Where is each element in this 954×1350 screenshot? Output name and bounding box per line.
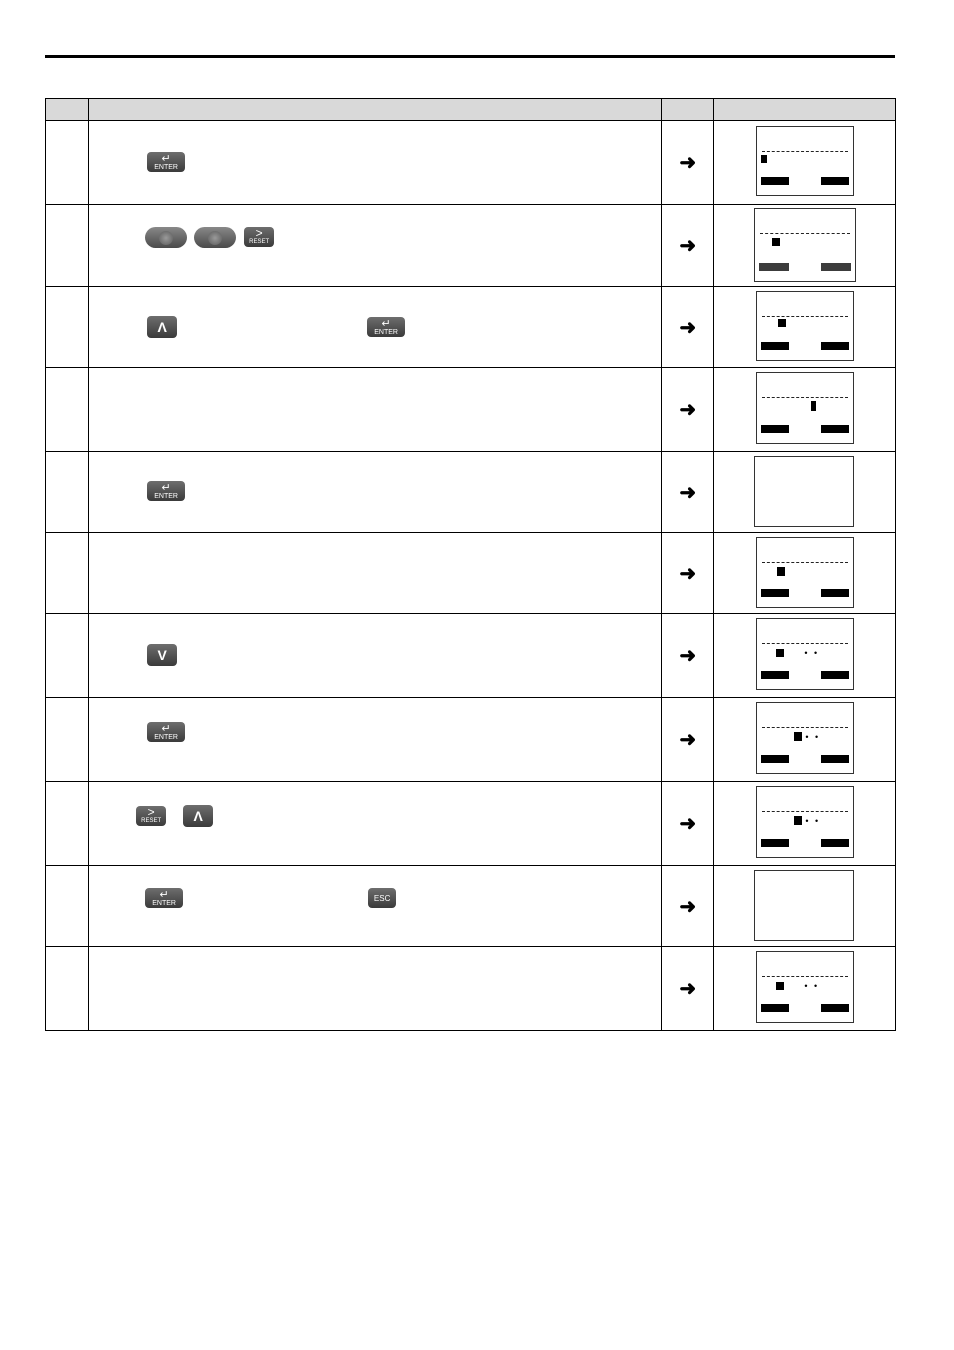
display-cell — [714, 866, 896, 947]
header-display — [714, 99, 896, 121]
lcd-display-blank — [754, 456, 854, 527]
table-row — [46, 947, 896, 1031]
procedure-cell — [89, 782, 662, 866]
reset-key-label: RESET — [249, 239, 270, 245]
enter-key-label: ENTER — [154, 733, 178, 741]
lcd-softkey-right — [821, 342, 849, 350]
right-arrow-icon: ➜ — [679, 895, 697, 918]
lcd-cursor — [811, 401, 816, 411]
lcd-softkey-right — [821, 671, 849, 679]
lcd-softkey-left — [761, 425, 789, 433]
lcd-softkey-left — [759, 263, 789, 271]
lcd-display — [754, 208, 856, 282]
procedure-cell — [89, 698, 662, 782]
header-step — [46, 99, 89, 121]
lcd-softkey-right — [821, 839, 849, 847]
lcd-softkey-left — [761, 839, 789, 847]
lcd-dots: • • — [805, 816, 821, 826]
right-arrow-icon: ➜ — [679, 645, 697, 667]
lcd-softkey-left — [761, 342, 789, 350]
display-cell — [714, 947, 896, 1031]
arrow-cell — [662, 452, 714, 533]
header-rule — [45, 55, 895, 58]
step-number-cell — [46, 698, 89, 782]
right-arrow-icon: ➜ — [679, 729, 697, 751]
lcd-softkey-left — [761, 589, 789, 597]
lcd-dashed-line — [762, 151, 848, 152]
lcd-display — [756, 702, 854, 774]
right-arrow-icon: ➜ — [679, 316, 697, 339]
lcd-cursor — [761, 155, 767, 163]
lcd-display-blank — [754, 870, 854, 941]
lcd-display — [756, 618, 854, 690]
arrow-cell — [662, 121, 714, 205]
procedure-cell — [89, 533, 662, 614]
display-cell — [714, 205, 896, 287]
lcd-display — [756, 537, 854, 608]
lcd-softkey-left — [761, 755, 789, 763]
enter-key-label: ENTER — [154, 163, 178, 171]
lcd-cursor — [778, 319, 786, 327]
enter-key-icon: ↵ ENTER — [147, 481, 185, 501]
display-cell — [714, 452, 896, 533]
down-key-icon: V — [147, 644, 177, 666]
step-number-cell — [46, 121, 89, 205]
step-number-cell — [46, 205, 89, 287]
lcd-display — [756, 786, 854, 858]
lcd-display — [756, 291, 854, 361]
table-row — [46, 452, 896, 533]
table-row — [46, 614, 896, 698]
reset-key-label: RESET — [141, 818, 162, 824]
arrow-cell — [662, 866, 714, 947]
display-cell — [714, 368, 896, 452]
right-arrow-icon: ➜ — [679, 152, 697, 174]
display-cell — [714, 533, 896, 614]
procedure-cell — [89, 452, 662, 533]
arrow-cell — [662, 205, 714, 287]
round-button-icon — [145, 227, 187, 248]
enter-key-label: ENTER — [154, 492, 178, 500]
header-arrow — [662, 99, 714, 121]
lcd-cursor — [794, 816, 802, 825]
table-row — [46, 866, 896, 947]
reset-key-icon: > RESET — [244, 227, 274, 247]
table-row — [46, 533, 896, 614]
lcd-softkey-right — [821, 589, 849, 597]
enter-key-label: ENTER — [152, 899, 176, 907]
round-button-icon — [194, 227, 236, 248]
right-arrow-icon: ➜ — [679, 813, 697, 835]
lcd-cursor — [776, 982, 784, 990]
arrow-cell — [662, 698, 714, 782]
lcd-dots: • • — [804, 648, 820, 658]
procedure-cell — [89, 866, 662, 947]
procedure-cell — [89, 947, 662, 1031]
display-cell — [714, 782, 896, 866]
step-number-cell — [46, 452, 89, 533]
lcd-dashed-line — [762, 316, 848, 317]
lcd-softkey-left — [761, 177, 789, 185]
lcd-softkey-right — [821, 755, 849, 763]
step-number-cell — [46, 533, 89, 614]
step-number-cell — [46, 287, 89, 368]
procedure-cell — [89, 121, 662, 205]
step-number-cell — [46, 782, 89, 866]
lcd-softkey-left — [761, 1004, 789, 1012]
procedure-cell — [89, 287, 662, 368]
table-row — [46, 782, 896, 866]
arrow-cell — [662, 614, 714, 698]
lcd-display — [756, 126, 854, 196]
lcd-dashed-line — [762, 727, 848, 728]
lcd-dashed-line — [762, 643, 848, 644]
lcd-cursor — [776, 649, 784, 657]
procedure-table — [45, 98, 896, 1031]
step-number-cell — [46, 614, 89, 698]
lcd-dashed-line — [762, 976, 848, 977]
right-arrow-icon: ➜ — [679, 399, 697, 421]
table-row — [46, 121, 896, 205]
enter-key-icon: ↵ ENTER — [147, 152, 185, 172]
step-number-cell — [46, 947, 89, 1031]
right-arrow-icon: ➜ — [679, 562, 697, 585]
enter-key-icon: ↵ ENTER — [147, 722, 185, 742]
right-arrow-icon: ➜ — [679, 235, 697, 257]
enter-key-icon: ↵ ENTER — [145, 888, 183, 908]
lcd-cursor — [794, 732, 802, 741]
lcd-display — [756, 372, 854, 444]
arrow-cell — [662, 368, 714, 452]
display-cell — [714, 698, 896, 782]
right-arrow-icon: ➜ — [679, 978, 697, 1000]
lcd-softkey-right — [821, 425, 849, 433]
procedure-cell — [89, 614, 662, 698]
lcd-dots: • • — [805, 732, 821, 742]
lcd-softkey-left — [761, 671, 789, 679]
lcd-dots: • • — [804, 981, 820, 991]
up-key-icon: Λ — [147, 316, 177, 338]
lcd-softkey-right — [821, 1004, 849, 1012]
display-cell — [714, 614, 896, 698]
enter-key-label: ENTER — [374, 328, 398, 336]
header-procedure — [89, 99, 662, 121]
lcd-cursor — [772, 238, 780, 246]
lcd-softkey-right — [821, 177, 849, 185]
display-cell — [714, 121, 896, 205]
lcd-softkey-right — [821, 263, 851, 271]
lcd-dashed-line — [762, 562, 848, 563]
table-row — [46, 287, 896, 368]
arrow-cell — [662, 533, 714, 614]
arrow-cell — [662, 287, 714, 368]
table-header-row — [46, 99, 896, 121]
reset-key-icon: > RESET — [136, 806, 166, 826]
lcd-cursor — [777, 567, 785, 576]
enter-key-icon: ↵ ENTER — [367, 317, 405, 337]
step-number-cell — [46, 368, 89, 452]
arrow-cell — [662, 947, 714, 1031]
arrow-cell — [662, 782, 714, 866]
procedure-cell — [89, 368, 662, 452]
lcd-display — [756, 951, 854, 1023]
up-key-icon: Λ — [183, 805, 213, 827]
display-cell — [714, 287, 896, 368]
lcd-dashed-line — [760, 233, 850, 234]
procedure-cell — [89, 205, 662, 287]
table-row — [46, 368, 896, 452]
lcd-dashed-line — [762, 397, 848, 398]
right-arrow-icon: ➜ — [679, 481, 697, 504]
lcd-dashed-line — [762, 811, 848, 812]
table-row — [46, 205, 896, 287]
esc-key-icon: ESC — [368, 888, 396, 908]
table-row — [46, 698, 896, 782]
step-number-cell — [46, 866, 89, 947]
